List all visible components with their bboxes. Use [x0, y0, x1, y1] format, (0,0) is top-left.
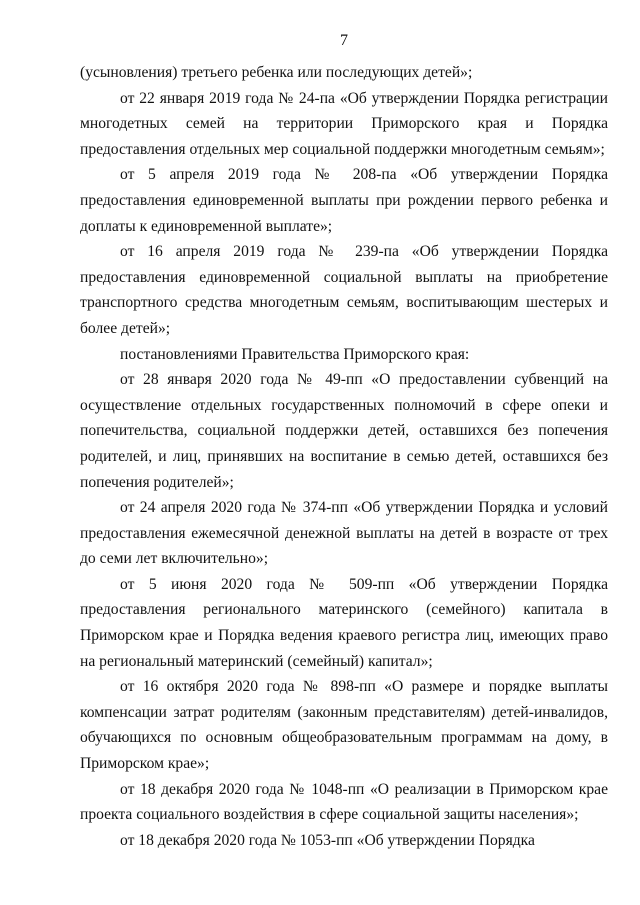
paragraph-decree-24-pa: от 22 января 2019 года № 24-па «Об утверждении Порядка регистрации многодетных семей на территории Приморского края и Порядка предоставления отдельных мер социальной поддержки многодетным семьям»;	[80, 89, 608, 158]
paragraph-decree-49-pp: от 28 января 2020 года № 49-пп «О предоставлении субвенций на осуществление отдельных государственных полномочий в сфере опеки и попечительства, социальной поддержки детей, оставшихся без попечения родителей, и лиц, принявших на воспитание в семью детей, оставшихся без попечения родителей»;	[80, 371, 608, 491]
paragraph-decree-208-pa: от 5 апреля 2019 года № 208-па «Об утверждении Порядка предоставления единовременной выплаты при рождении первого ребенка и доплаты к единовременной выплате»;	[80, 166, 608, 235]
paragraph-decree-1048-pp: от 18 декабря 2020 года № 1048-пп «О реализации в Приморском крае проекта социального воздействия в сфере социальной защиты населения»;	[80, 780, 608, 824]
paragraph-decree-1053-pp: от 18 декабря 2020 года № 1053-пп «Об утверждении Порядка	[120, 831, 535, 849]
paragraph-decree-374-pp: от 24 апреля 2020 года № 374-пп «Об утверждении Порядка и условий предоставления ежемесячной денежной выплаты на детей в возрасте от трех до семи лет включительно»;	[80, 499, 608, 568]
paragraph-decree-898-pp: от 16 октября 2020 года № 898-пп «О размере и порядке выплаты компенсации затрат родителям (законным представителям) детей-инвалидов, обучающихся по основным общеобразовательным программам на дому, в Приморском крае»;	[80, 678, 608, 773]
paragraph-continuation: (усыновления) третьего ребенка или последующих детей»;	[80, 64, 473, 81]
document-body	[80, 60, 608, 853]
paragraph-decree-509-pp: от 5 июня 2020 года № 509-пп «Об утверждении Порядка предоставления регионального материнского (семейного) капитала в Приморском крае и Порядка ведения краевого регистра лиц, имеющих право на региональный материнский (семейный) капитал»;	[80, 575, 608, 670]
paragraph-government-decrees-heading: постановлениями Правительства Приморского края:	[120, 345, 470, 363]
page-number: 7	[340, 32, 348, 49]
paragraph-decree-239-pa: от 16 апреля 2019 года № 239-па «Об утверждении Порядка предоставления единовременной социальной выплаты на приобретение транспортного средства многодетным семьям, воспитывающим шестерых и более детей»;	[80, 243, 608, 337]
